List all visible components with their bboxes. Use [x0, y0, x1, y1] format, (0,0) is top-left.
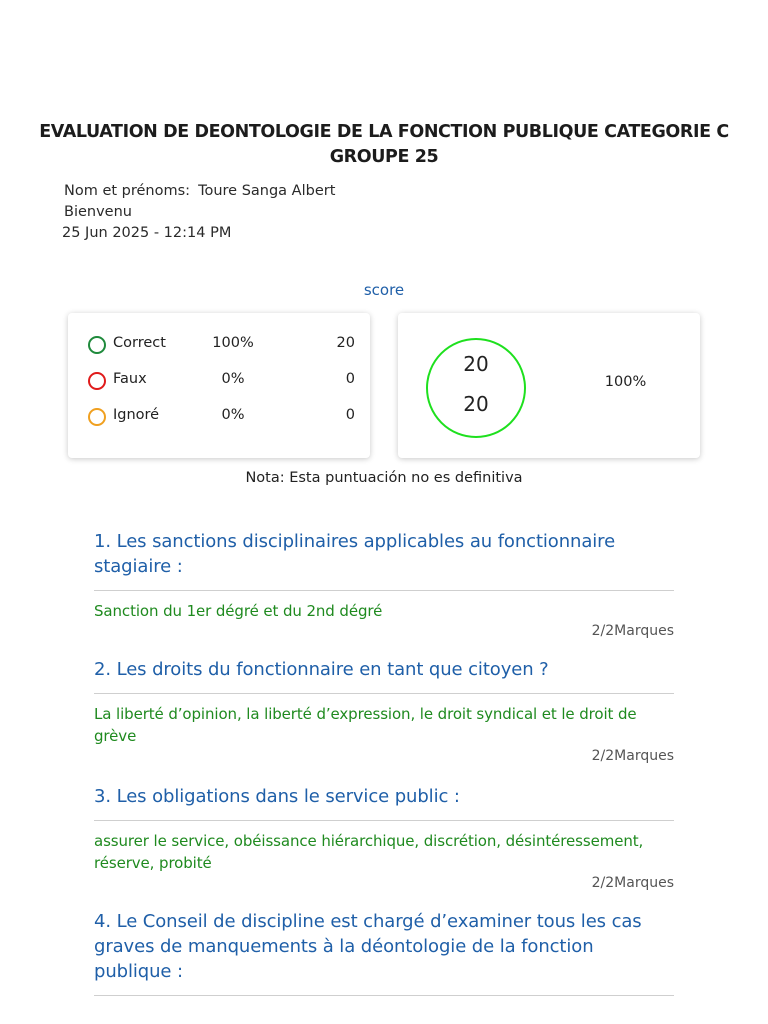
question-item [94, 657, 674, 764]
name-label: Nom et prénoms: [64, 183, 191, 199]
stat-percent: 0% [221, 407, 245, 423]
score-percent: 100% [604, 374, 647, 390]
candidate-name: Toure Sanga Albert [198, 183, 336, 199]
answer-text: Sanction du 1er dégré et du 2nd dégré [94, 602, 383, 620]
results-breakdown-card [68, 313, 370, 458]
stat-percent: 100% [212, 335, 254, 351]
question-text: 3. Les obligations dans le service public : [94, 784, 674, 821]
stat-count: 20 [336, 335, 355, 351]
question-item [94, 784, 674, 891]
stat-row-wrong [68, 370, 370, 392]
total-score-card [398, 313, 700, 458]
stat-label: Faux [113, 371, 147, 387]
score-obtained: 20 [463, 352, 489, 376]
question-text: 4. Le Conseil de discipline est chargé d’examiner tous les cas graves de manquements à la déontologie de la fonction publique : [94, 909, 674, 996]
answer-text: assurer le service, obéissance hiérarchique, discrétion, désintéressement, réserve, probité [94, 832, 644, 872]
correct-status-icon [88, 336, 106, 354]
candidate-name-row [64, 181, 335, 201]
question-marks: 2/2Marques [591, 623, 674, 639]
score-heading: score [363, 281, 405, 299]
page-title: EVALUATION DE DEONTOLOGIE DE LA FONCTION PUBLIQUE CATEGORIE C GROUPE 25 [39, 122, 729, 167]
question-text: 2. Les droits du fonctionnaire en tant que citoyen ? [94, 657, 674, 694]
wrong-status-icon [88, 372, 106, 390]
question-marks: 2/2Marques [591, 748, 674, 764]
score-total: 20 [463, 392, 489, 416]
score-disclaimer: Nota: Esta puntuación no es definitiva [245, 470, 523, 486]
ignored-status-icon [88, 408, 106, 426]
stat-count: 0 [345, 371, 355, 387]
stat-label: Correct [113, 335, 166, 351]
exam-datetime: 25 Jun 2025 - 12:14 PM [62, 225, 232, 241]
question-item [94, 909, 674, 996]
stat-count: 0 [345, 407, 355, 423]
stat-row-correct [68, 334, 370, 356]
stat-percent: 0% [221, 371, 245, 387]
question-marks: 2/2Marques [591, 875, 674, 891]
welcome-text: Bienvenu [64, 204, 132, 220]
score-ring [426, 338, 526, 438]
question-text: 1. Les sanctions disciplinaires applicables au fonctionnaire stagiaire : [94, 529, 674, 591]
stat-label: Ignoré [113, 407, 160, 423]
question-item [94, 529, 674, 639]
stat-row-ignored [68, 406, 370, 428]
answer-text: La liberté d’opinion, la liberté d’expression, le droit syndical et le droit de grève [94, 705, 637, 745]
